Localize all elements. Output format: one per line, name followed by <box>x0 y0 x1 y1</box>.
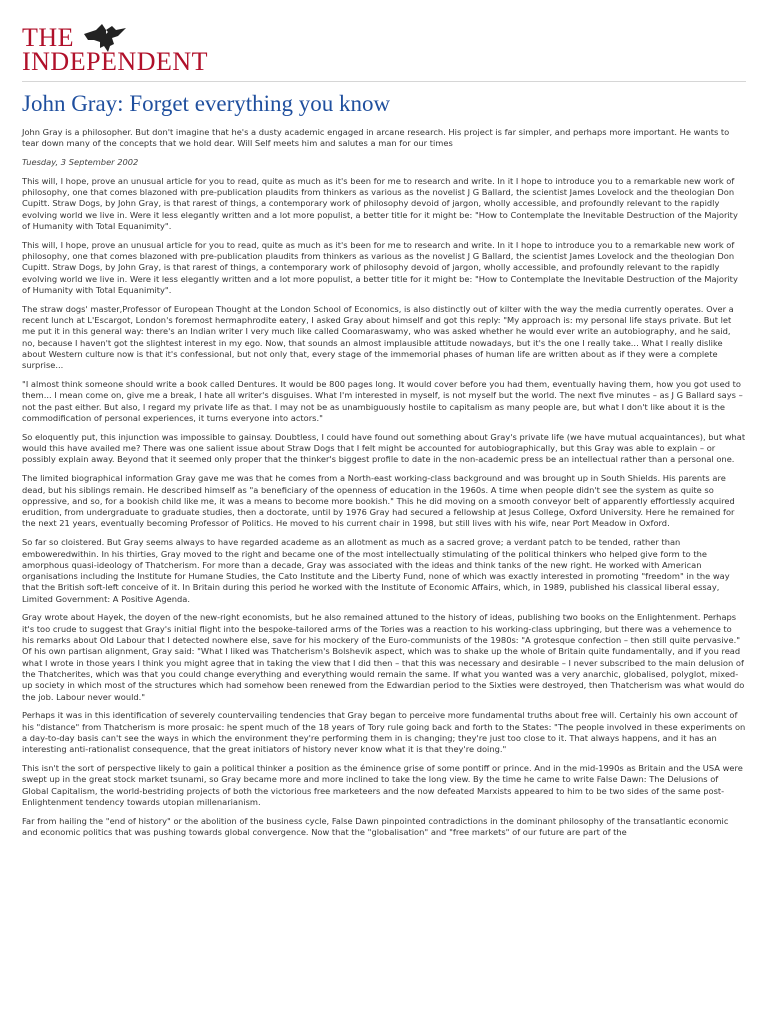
body-paragraph: Far from hailing the "end of history" or the abolition of the business cycle, False Dawn pinpointed contradictions in the dominant philosophy of the transatlantic economic and economic politics that was pushing towards global convergence. Now that the "globalisation" and "free markets" of our future are part of the <box>22 815 729 838</box>
article-date: Tuesday, 3 September 2002 <box>22 157 139 168</box>
masthead-line-the: THE <box>22 23 75 52</box>
eagle-icon <box>82 22 128 54</box>
masthead-logo[interactable] <box>22 23 209 76</box>
body-paragraph: So far so cloistered. But Gray seems always to have regarded academe as an allotment as much as a sacred grove; a verdant patch to be tended, rather than emboweredwithin. In his thirties, Gray moved to the right and became one of the most intellectually stimulating of the political thinkers who helped give form to the amorphous quasi-ideology of Thatcherism. For more than a decade, Gray was associated with the ideas and think tanks of the new right. He worked with American organisations including the Institute for Humane Studies, the Cato Institute and the Liberty Fund, none of which was exactly interested in promoting "freedom" in the way that the British soft-left conceive of it. In Britain during this period he worked with the Institute of Economic Affairs, which, in 1989, published his classical liberal essay, Limited Government: A Positive Agenda. <box>22 537 730 604</box>
body-paragraph: So eloquently put, this injunction was impossible to gainsay. Doubtless, I could have found out something about Gray's private life (we have mutual acquaintances), but what would this have availed me? There was one salient issue about Straw Dogs that I felt might be accounted for autobiographically, but this Gray was able to explain – or possibly explain away. Beyond that it seemed only proper that the thinker's biggest profile to date in the non-academic press be an intellectual rather than a personal one. <box>22 431 746 465</box>
header-divider <box>22 81 746 82</box>
body-paragraph: This will, I hope, prove an unusual article for you to read, quite as much as it's been for me to research and write. In it I hope to introduce you to a remarkable new work of philosophy, one that comes blazoned with pre-publication plaudits from thinkers as various as the novelist J G Ballard, the scientist James Lovelock and the theologian Don Cupitt. Straw Dogs, by John Gray, is that rarest of things, a contemporary work of philosophy devoid of jargon, wholly accessible, and profoundly relevant to the rapidly evolving world we live in. Were it less elegantly written and a lot more populist, a better title for it might be: "How to Contemplate the Inevitable Destruction of the Majority of Humanity with Total Equanimity". <box>22 175 738 232</box>
body-paragraph: The straw dogs' master,Professor of European Thought at the London School of Economics, is also distinctly out of kilter with the way the media currently operates. Over a recent lunch at L'Escargot, London's foremost hermaphrodite eatery, I asked Gray about himself and got this reply: "My approach is: my personal life stays private. But let me put it in this general way: there's an Indian writer I very much like called Coomaraswamy, who was asked whether he would ever write an autobiography, and he said, no, because I haven't got the slightest interest in my ego. Now, that sounds an almost implausible attitude nowadays, but it's the one I really take... What I really dislike about Western culture now is that it's confessional, but not only that, every stage of the immemorial phases of human life are written about as if they were a complete surprise... <box>22 303 734 371</box>
article-standfirst: John Gray is a philosopher. But don't imagine that he's a dusty academic engaged in arcane research. His project is far simpler, and perhaps more important. He wants to tear down many of the concepts that we hold dear. Will Self meets him and salutes a man for our times <box>22 127 730 149</box>
article-body <box>22 127 746 846</box>
body-paragraph: This isn't the sort of perspective likely to gain a political thinker a position as the éminence grise of some pontiff or prince. And in the mid-1990s as Britain and the USA were swept up in the great stock market tsunami, so Gray became more and more inclined to take the long view. By the time he came to write False Dawn: The Delusions of Global Capitalism, the world-bestriding projects of both the victorious free marketeers and the now defeated Marxists appeared to him to be two sides of the same post-Enlightenment tendency towards utopian millenarianism. <box>22 763 743 807</box>
body-paragraph: "I almost think someone should write a book called Dentures. It would be 800 pages long. It would cover before you had them, eventually having them, how you got used to them... I mean come on, give me a break, I hate all writer's disguises. What I'm interested in myself, is not myself but the world. The next five minutes – as J G Ballard says – not the past either. But also, I regard my private life as that. I may not be as unambiguously hostile to capitalism as many people are, but what I don't like about it is the commodification of personal experiences, it turns everyone into actors." <box>22 379 743 424</box>
body-paragraph: This will, I hope, prove an unusual article for you to read, quite as much as it's been for me to research and write. In it I hope to introduce you to a remarkable new work of philosophy, one that comes blazoned with pre-publication plaudits from thinkers as various as the novelist J G Ballard, the scientist James Lovelock and the theologian Don Cupitt. Straw Dogs, by John Gray, is that rarest of things, a contemporary work of philosophy devoid of jargon, wholly accessible, and profoundly relevant to the rapidly evolving world we live in. Were it less elegantly written and a lot more populist, a better title for it might be: "How to Contemplate the Inevitable Destruction of the Majority of Humanity with Total Equanimity". <box>22 239 738 296</box>
masthead-line-independent: INDEPENDENT <box>22 46 209 76</box>
body-paragraph: Perhaps it was in this identification of severely countervailing tendencies that Gray began to perceive more fundamental truths about free will. Certainly his own account of his "distance" from Thatcherism is more prosaic: he spent much of the 18 years of Tory rule going back and forth to the States: "The people involved in these experiments on a day-to-day basis can't see the ways in which the environment they're performing them in is changing; they're just too close to it. That always happens, and it has an interesting anti-rationalist consequence, that the great initiators of history never know what it is that they're doing." <box>22 710 746 755</box>
body-paragraph: The limited biographical information Gray gave me was that he comes from a North-east working-class background and was brought up in South Shields. His parents are dead, but his siblings remain. He described himself as "a beneficiary of the openness of education in the 1960s. A time when people didn't see the system as quite so oppressive, and so, for a bookish child like me, it was a means to become more bookish." This he did moving on a smooth conveyor belt of apparently effortlessly acquired erudition, from undergraduate to graduate studies, then a doctorate, until by 1976 Gray had secured a fellowship at Jesus College, Oxford University. Here he remained for the next 21 years, eventually becoming Professor of Politics. He moved to his current chair in 1998, but still lives with his wife, near Port Meadow in Oxford. <box>22 473 735 529</box>
article-headline: John Gray: Forget everything you know <box>22 91 391 116</box>
body-paragraph: Gray wrote about Hayek, the doyen of the new-right economists, but he also remained attuned to the history of ideas, publishing two books on the Enlightenment. Perhaps it's too crude to suggest that Gray's initial flight into the bespoke-tailored arms of the Tories was a reaction to his working-class upbringing, but there was a vehemence to his remarks about Old Labour that I detected nowhere else, save for his mockery of the Euro-communists of the 1980s: "A grotesque confection – then still quite pervasive." Of his own partisan alignment, Gray said: "What I liked was Thatcherism's Bolshevik aspect, which was to shake up the whole of Britain quite fundamentally, and if you read what I wrote in those years I think you might agree that in taking the view that I did then – that this was necessary and desirable – I never subscribed to the main delusion of the Thatcherites, which was that you could change everything and everything would remain the same. If what you wanted was a very anarchic, globalised, polyglot, mixed-up society in which most of the structures which had somehow been renewed from the Edwardian period to the Sixties were destroyed, then Thatcherism was what would do the job. Labour never would." <box>22 612 745 702</box>
